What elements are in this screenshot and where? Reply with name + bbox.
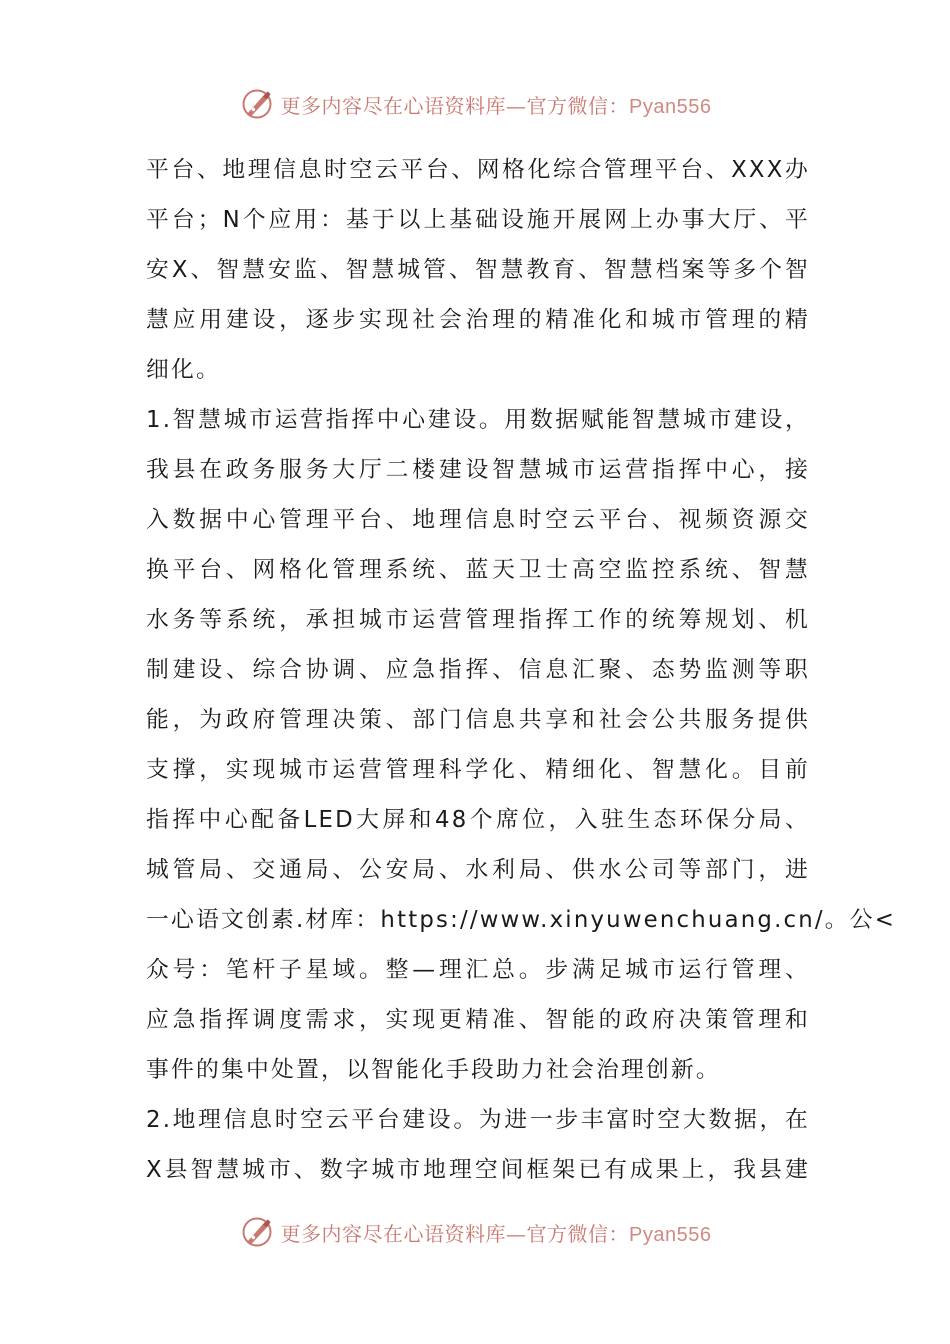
body-text-line: X县智慧城市、数字城市地理空间框架已有成果上，我县建 [146,1157,810,1183]
body-text-line: 水务等系统，承担城市运营管理指挥工作的统筹规划、机 [146,607,810,633]
body-text-line: 平台；N个应用：基于以上基础设施开展网上办事大厅、平 [146,207,810,233]
pen-nib-logo-icon [239,86,275,122]
header-banner-text: 更多内容尽在心语资料库—官方微信：Pyan556 [280,93,712,118]
body-text-line: 应急指挥调度需求，实现更精准、智能的政府决策管理和 [146,1007,810,1033]
footer-wechat-id: Pyan556 [629,1223,712,1246]
body-text-line: 1.智慧城市运营指挥中心建设。用数据赋能智慧城市建设， [146,407,810,433]
body-text-line: 换平台、网格化管理系统、蓝天卫士高空监控系统、智慧 [146,557,810,583]
document-body [146,145,897,1195]
body-text-line: 指挥中心配备LED大屏和48个席位，入驻生态环保分局、 [146,807,810,833]
footer-banner [0,1212,950,1252]
body-text-line: 城管局、交通局、公安局、水利局、供水公司等部门，进 [146,857,810,883]
body-text-line: 事件的集中处置，以智能化手段助力社会治理创新。 [146,1057,721,1083]
body-text-line: 能，为政府管理决策、部门信息共享和社会公共服务提供 [146,707,810,733]
header-banner [0,84,950,124]
body-text-line: 制建设、综合协调、应急指挥、信息汇聚、态势监测等职 [146,657,810,683]
body-text-line: 细化。 [146,357,221,383]
body-text-line: 一心语文创素.材库：https://www.xinyuwenchuang.cn/。公< [146,907,897,933]
body-text-line: 支撑，实现城市运营管理科学化、精细化、智慧化。目前 [146,757,810,783]
header-wechat-id: Pyan556 [629,95,712,118]
body-text-line: 入数据中心管理平台、地理信息时空云平台、视频资源交 [146,507,810,533]
body-text-line: 安X、智慧安监、智慧城管、智慧教育、智慧档案等多个智 [146,257,810,283]
body-text-line: 我县在政务服务大厅二楼建设智慧城市运营指挥中心，接 [146,457,810,483]
pen-nib-logo-icon [239,1214,275,1250]
body-text-line: 平台、地理信息时空云平台、网格化综合管理平台、XXX办 [146,157,810,183]
body-text-line: 慧应用建设，逐步实现社会治理的精准化和城市管理的精 [146,307,810,333]
body-text-line: 2.地理信息时空云平台建设。为进一步丰富时空大数据，在 [146,1107,810,1133]
footer-banner-text: 更多内容尽在心语资料库—官方微信：Pyan556 [280,1221,712,1246]
body-text-line: 众号：笔杆子星域。整—理汇总。步满足城市运行管理、 [146,957,810,983]
